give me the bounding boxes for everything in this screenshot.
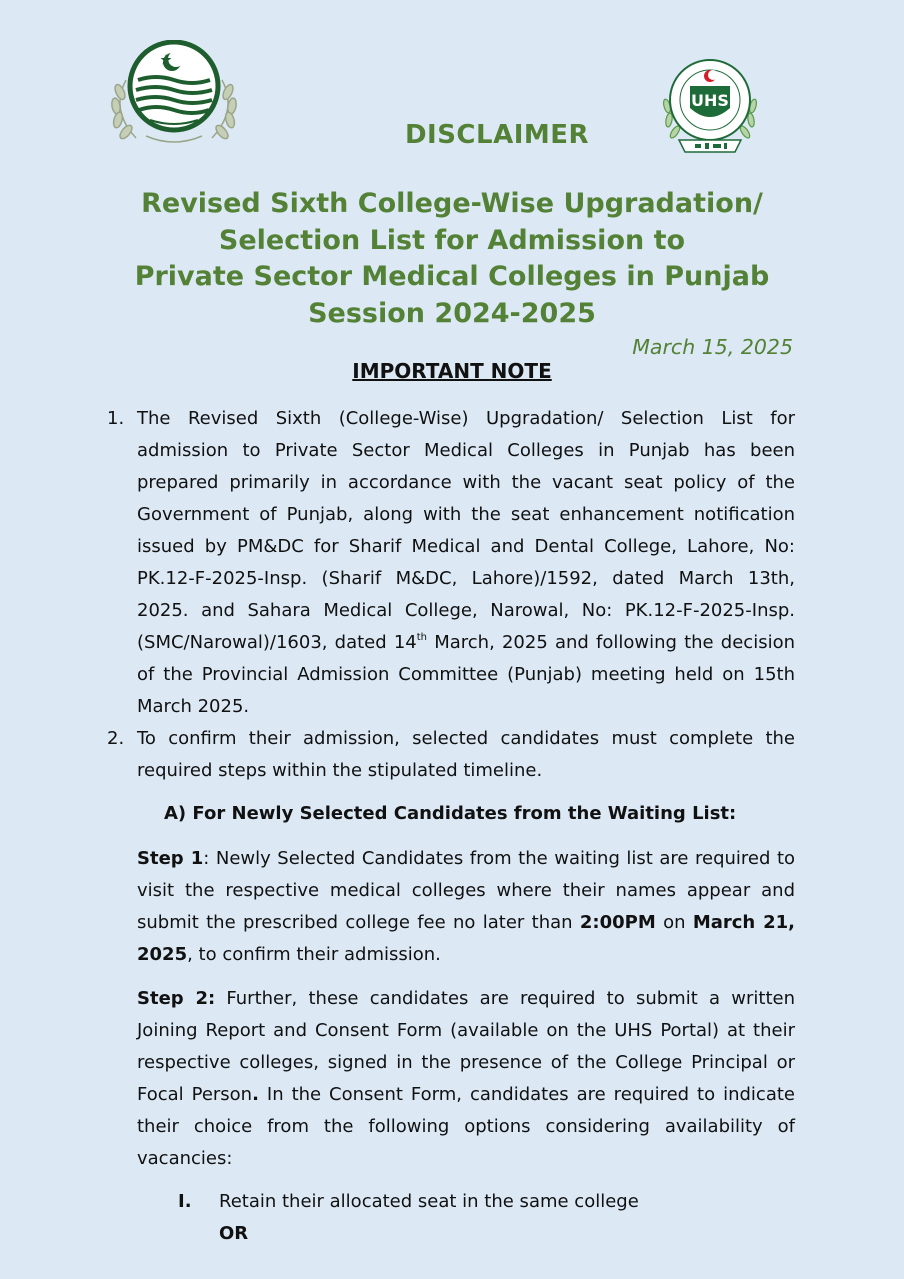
step-2-text-b: In the Consent Form, candidates are required to indicate their choice from the following options considering availability of vacancies: (137, 1084, 795, 1169)
superscript-th: th (416, 632, 428, 643)
step-1-paragraph (137, 843, 795, 971)
list-item-2-number: 2. (107, 728, 125, 749)
document-title (110, 186, 794, 332)
document-date: March 15, 2025 (632, 335, 793, 359)
title-line-3: Private Sector Medical Colleges in Punjab (134, 261, 770, 292)
step-1-time: 2:00PM (579, 912, 656, 933)
item-1-text-b: March, 2025 and following the decision of the Provincial Admission Committee (Punjab) meeting held on 15th March 2025. (137, 632, 795, 717)
option-or: OR (219, 1223, 249, 1244)
item-2-text: To confirm their admission, selected candidates must complete the required steps within the stipulated timeline. (137, 728, 795, 781)
title-line-4: Session 2024-2025 (308, 297, 596, 329)
step-2-label: Step 2: (137, 988, 216, 1009)
important-note-heading: IMPORTANT NOTE (352, 359, 552, 383)
step-1-text-a: : Newly Selected Candidates from the waiting list are required to visit the respective medical colleges where their names appear and submit the prescribed college fee no later than (137, 848, 796, 933)
list-item-1-number: 1. (107, 408, 125, 429)
title-line-1: Revised Sixth College-Wise Upgradation/ (141, 188, 763, 219)
disclaimer-heading: DISCLAIMER (404, 120, 590, 150)
uhs-logo-text: UHS (691, 91, 729, 110)
step-2-paragraph (137, 983, 795, 1175)
title-line-2: Selection List for Admission to (218, 224, 686, 256)
step-1-on: on (655, 912, 693, 933)
step-1-deadline: March 21, 2025 (137, 912, 795, 965)
option-1-text: Retain their allocated seat in the same college (219, 1191, 639, 1212)
section-a-heading: A) For Newly Selected Candidates from the Waiting List: (164, 803, 737, 824)
step-1-label: Step 1 (137, 848, 204, 869)
step-2-text-a: Further, these candidates are required to submit a written Joining Report and Consent Form (available on the UHS Portal) at their respective colleges, signed in the presence of the College Principal or Focal Person (137, 988, 795, 1105)
step-1-text-b: , to confirm their admission. (187, 944, 441, 965)
list-item-1 (107, 403, 795, 723)
step-2-period: . (252, 1084, 259, 1105)
item-1-text-a: The Revised Sixth (College-Wise) Upgradation/ Selection List for admission to Private Sector Medical Colleges in Punjab has been prepared primarily in accordance with the vacant seat policy of the Government of Punjab, along with the seat enhancement notification issued by PM&DC for Sharif Medical and Dental College, Lahore, No: PK.12-F-2025-Insp. (Sharif M&DC, Lahore)/1592, dated March 13th, 2025. and Sahara Medical College, Narowal, No: PK.12-F-2025-Insp. (SMC/Narowal)/1603, dated 14 (137, 408, 795, 653)
option-numeral: I. (178, 1191, 192, 1212)
list-item-2 (107, 723, 795, 787)
